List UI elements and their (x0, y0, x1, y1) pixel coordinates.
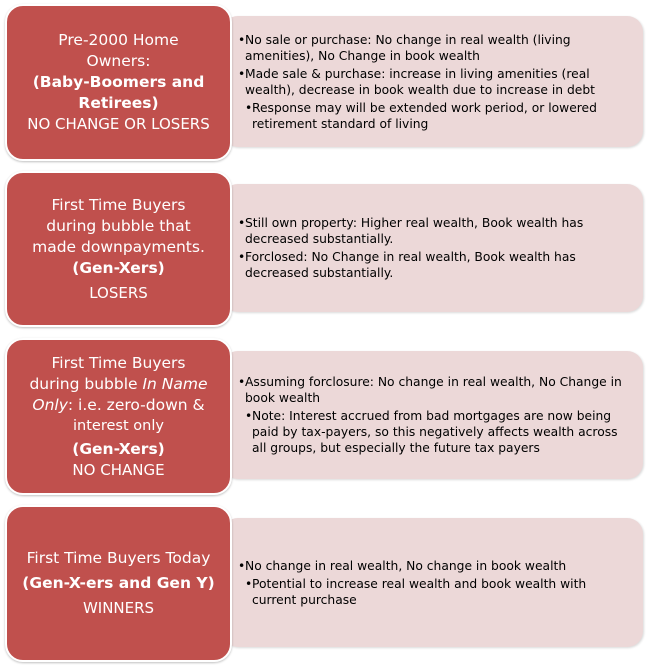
label-line: interest only (73, 417, 164, 434)
label-line-italic: Only (32, 395, 68, 414)
label-line (29, 374, 207, 395)
label-verdict: NO CHANGE (72, 460, 165, 479)
label-line-italic: In Name (142, 374, 208, 393)
label-line: First Time Buyers Today (26, 549, 211, 567)
label-line: Owners: (86, 52, 151, 70)
detail-box-first-time-buyers-bubble (222, 184, 643, 312)
bullet-no-change: • No change in real wealth, No change in book wealth (238, 558, 633, 574)
label-group: (Gen-X-ers and Gen Y) (22, 574, 215, 592)
bullet-no-sale: • No sale or purchase: No change in real wealth (living amenities), No Change in book wealth (238, 32, 633, 64)
label-verdict: LOSERS (89, 283, 148, 302)
bullet-potential: • Potential to increase real wealth and book wealth with current purchase (245, 576, 633, 608)
label-line: Pre-2000 Home (58, 31, 179, 49)
label-in-name-only (5, 338, 232, 495)
label-pre-2000-owners (5, 4, 232, 161)
bullet-still-own: • Still own property: Higher real wealth, Book wealth has decreased substantially. (238, 215, 633, 247)
label-group: (Gen-Xers) (72, 439, 165, 458)
label-first-time-buyers-today (5, 505, 232, 662)
label-first-time-buyers-bubble (5, 171, 232, 327)
label-line: First Time Buyers (51, 353, 186, 372)
label-line-part: during bubble (29, 374, 143, 393)
label-line-part: : i.e. zero-down & (67, 395, 205, 414)
label-group: (Gen-Xers) (72, 258, 165, 277)
label-line: First Time Buyers (51, 195, 186, 214)
label-line: made downpayments. (32, 237, 205, 256)
bullet-forclosed: • Forclosed: No Change in real wealth, Book wealth has decreased substantially. (238, 249, 633, 281)
label-verdict: NO CHANGE OR LOSERS (27, 115, 210, 133)
label-line (32, 395, 204, 416)
label-group: Retirees) (78, 94, 159, 112)
label-verdict: WINNERS (82, 599, 155, 617)
bullet-response: • Response may will be extended work period, or lowered retirement standard of living (245, 100, 633, 132)
bullet-note-interest: • Note: Interest accrued from bad mortgages are now being paid by tax-payers, so this negatively affects wealth across all groups, but especially the future tax payers (245, 408, 633, 456)
label-group: (Baby-Boomers and (32, 73, 205, 91)
detail-box-first-time-buyers-today (222, 518, 643, 647)
detail-box-pre-2000-owners (222, 16, 643, 147)
detail-box-in-name-only (222, 351, 643, 479)
label-line: during bubble that (46, 216, 191, 235)
bullet-made-sale: • Made sale & purchase: increase in living amenities (real wealth), decrease in book wealth due to increase in debt (238, 66, 633, 98)
bullet-assuming-forclosure: • Assuming forclosure: No change in real wealth, No Change in book wealth (238, 374, 633, 406)
